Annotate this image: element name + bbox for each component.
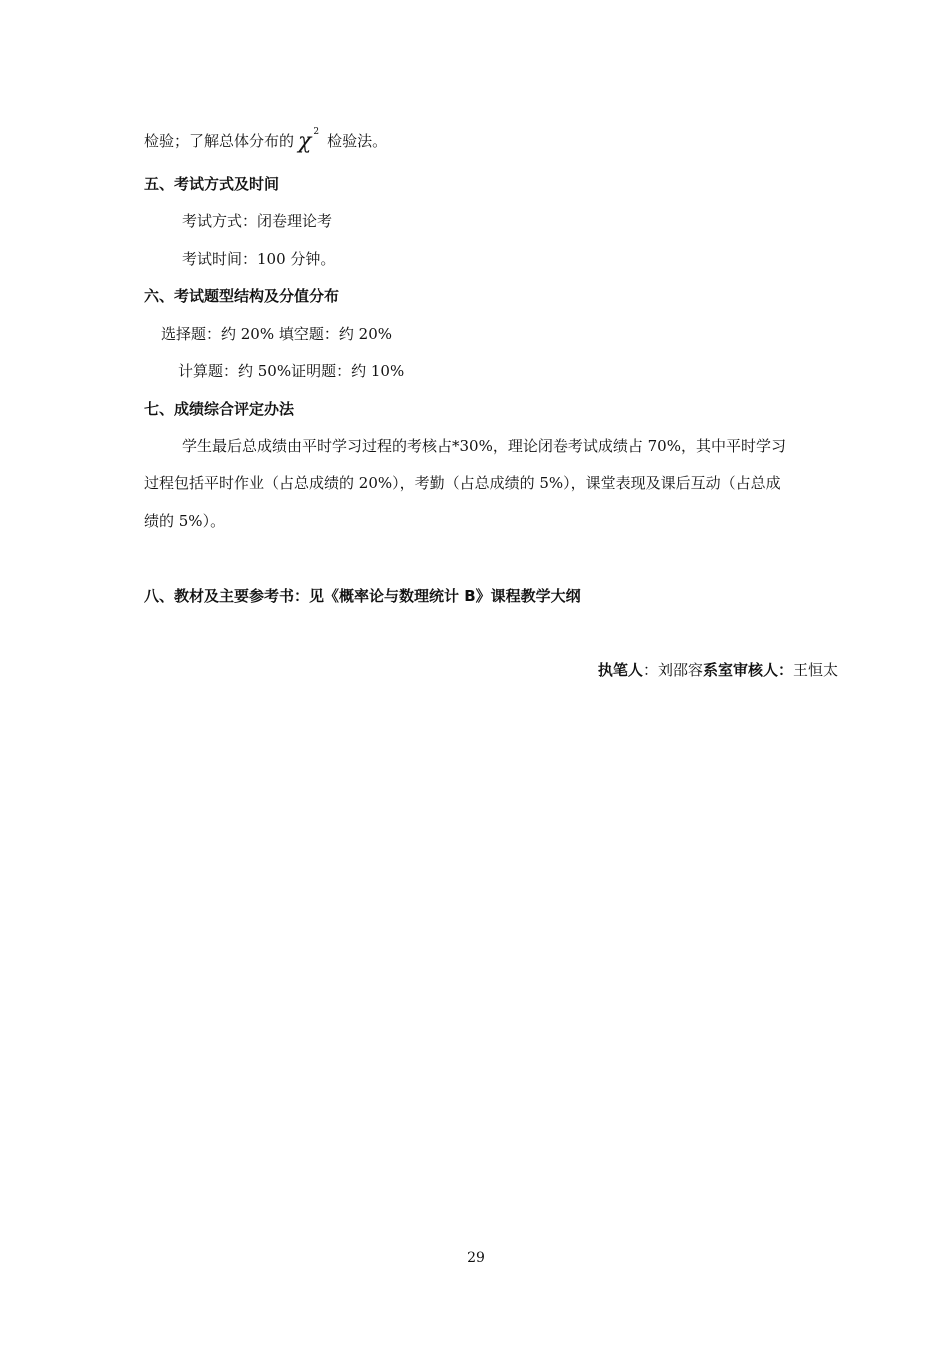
question-types-line2: 计算题：约 50%证明题：约 10% [178,362,405,380]
question-types-line1: 选择题：约 20% 填空题：约 20% [161,325,392,343]
section8-heading: 八、教材及主要参考书：见《概率论与数理统计 B》课程教学大纲 [144,587,581,605]
writer-label: 执笔人 [597,661,643,679]
section5-heading: 五、考试方式及时间 [144,175,280,193]
intro-line [144,127,388,154]
intro-prefix: 检验；了解总体分布的 [144,132,295,150]
signature-line [598,660,838,680]
page-number: 29 [467,1250,485,1266]
reviewer-label: 系室审核人： [702,661,793,679]
intro-suffix: 检验法。 [327,132,388,150]
section7-heading: 七、成绩综合评定办法 [144,400,295,418]
grading-paragraph-line2: 过程包括平时作业（占总成绩的 20%），考勤（占总成绩的 5%），课堂表现及课后互动（占总成 [144,474,781,492]
reviewer-name: 王恒太 [792,661,838,679]
writer-name: 刘邵容 [657,661,703,679]
grading-paragraph-line3: 绩的 5%）。 [144,512,226,530]
exam-method: 考试方式：闭卷理论考 [182,212,333,230]
chi-superscript: 2 [313,127,320,137]
grading-paragraph-line1: 学生最后总成绩由平时学习过程的考核占*30%，理论闭卷考试成绩占 70%，其中平时学习 [182,437,786,455]
section6-heading: 六、考试题型结构及分值分布 [144,287,340,305]
writer-separator: ： [642,661,658,679]
chi-symbol: χ [298,129,312,154]
exam-time: 考试时间：100 分钟。 [182,250,336,268]
